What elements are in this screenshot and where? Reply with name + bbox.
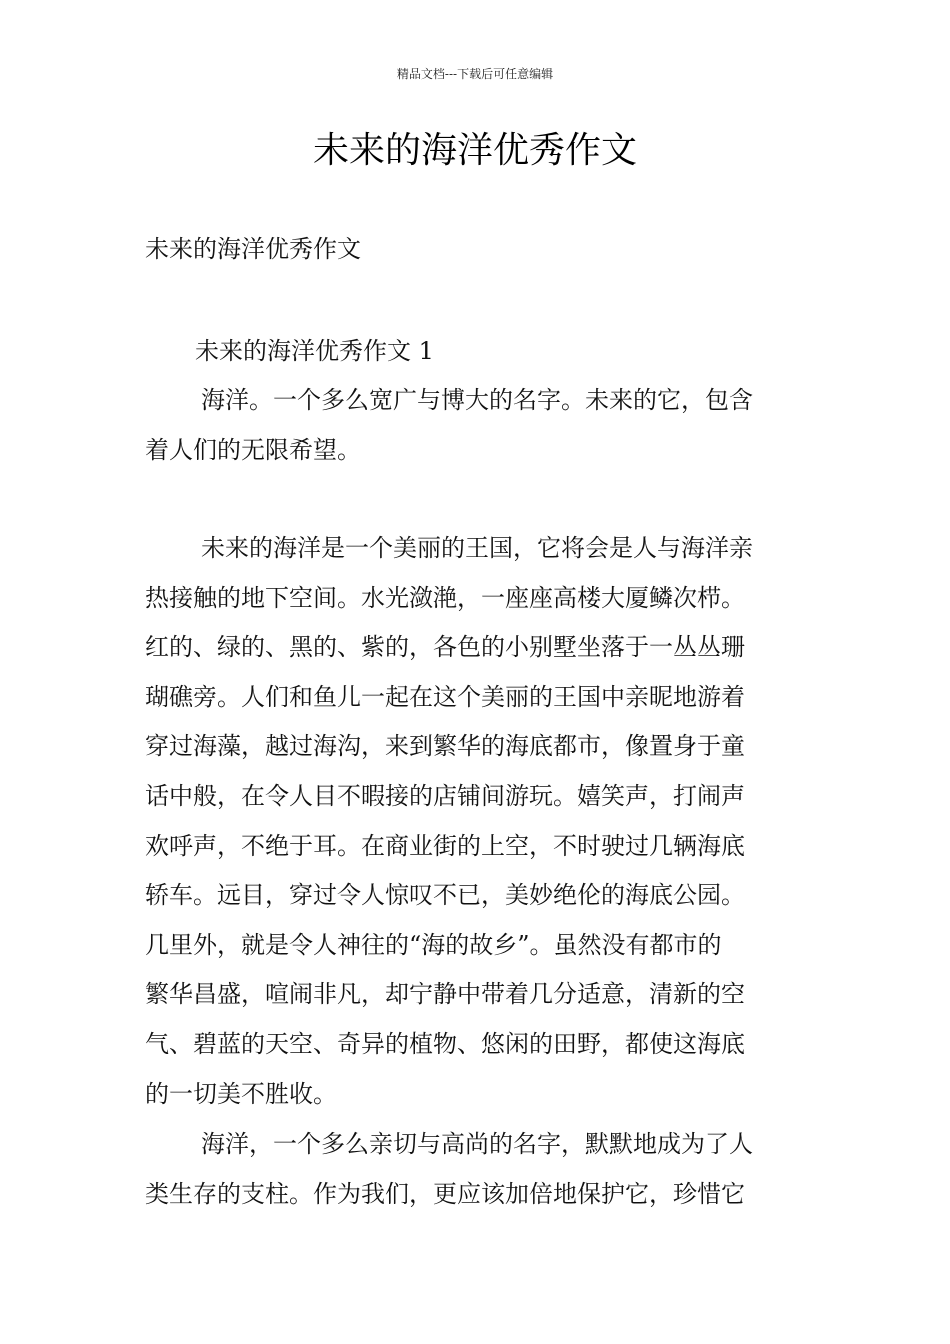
paragraph-line: 未来的海洋是一个美丽的王国，它将会是人与海洋亲 bbox=[201, 534, 753, 562]
paragraph-line: 几里外，就是令人神往的“海的故乡”。虽然没有都市的 bbox=[145, 930, 722, 959]
essay-heading: 未来的海洋优秀作文 1 bbox=[195, 337, 434, 365]
paragraph-line: 瑚礁旁。人们和鱼儿一起在这个美丽的王国中亲昵地游着 bbox=[145, 682, 745, 711]
paragraph-line: 红的、绿的、黑的、紫的，各色的小别墅坐落于一丛丛珊 bbox=[145, 633, 745, 662]
paragraph-1 bbox=[145, 376, 807, 475]
paragraph-line: 穿过海藻，越过海沟，来到繁华的海底都市，像置身于童 bbox=[145, 732, 745, 761]
paragraph-line: 类生存的支柱。作为我们，更应该加倍地保护它，珍惜它 bbox=[145, 1179, 745, 1208]
paragraph-line: 的一切美不胜收。 bbox=[145, 1079, 337, 1108]
paragraph-3 bbox=[145, 1120, 807, 1219]
paragraph-line: 海洋。一个多么宽广与博大的名字。未来的它，包含 bbox=[201, 386, 753, 414]
header-note: 精品文档---下载后可任意编辑 bbox=[396, 67, 554, 81]
document-subtitle: 未来的海洋优秀作文 bbox=[145, 235, 361, 263]
paragraph-line: 轿车。远目，穿过令人惊叹不已，美妙绝伦的海底公园。 bbox=[145, 881, 745, 910]
paragraph-line: 热接触的地下空间。水光潋滟，一座座高楼大厦鳞次栉。 bbox=[145, 583, 745, 612]
paragraph-line: 气、碧蓝的天空、奇异的植物、悠闲的田野，都使这海底 bbox=[145, 1029, 745, 1058]
paragraph-2 bbox=[145, 524, 807, 1119]
paragraph-line: 欢呼声，不绝于耳。在商业街的上空，不时驶过几辆海底 bbox=[145, 831, 745, 860]
document-title: 未来的海洋优秀作文 bbox=[312, 130, 637, 171]
paragraph-line: 繁华昌盛，喧闹非凡，却宁静中带着几分适意，清新的空 bbox=[145, 980, 745, 1009]
paragraph-line: 话中般，在令人目不暇接的店铺间游玩。嬉笑声，打闹声 bbox=[145, 781, 745, 810]
paragraph-line: 着人们的无限希望。 bbox=[145, 435, 361, 464]
paragraph-line: 海洋，一个多么亲切与高尚的名字，默默地成为了人 bbox=[201, 1130, 753, 1158]
